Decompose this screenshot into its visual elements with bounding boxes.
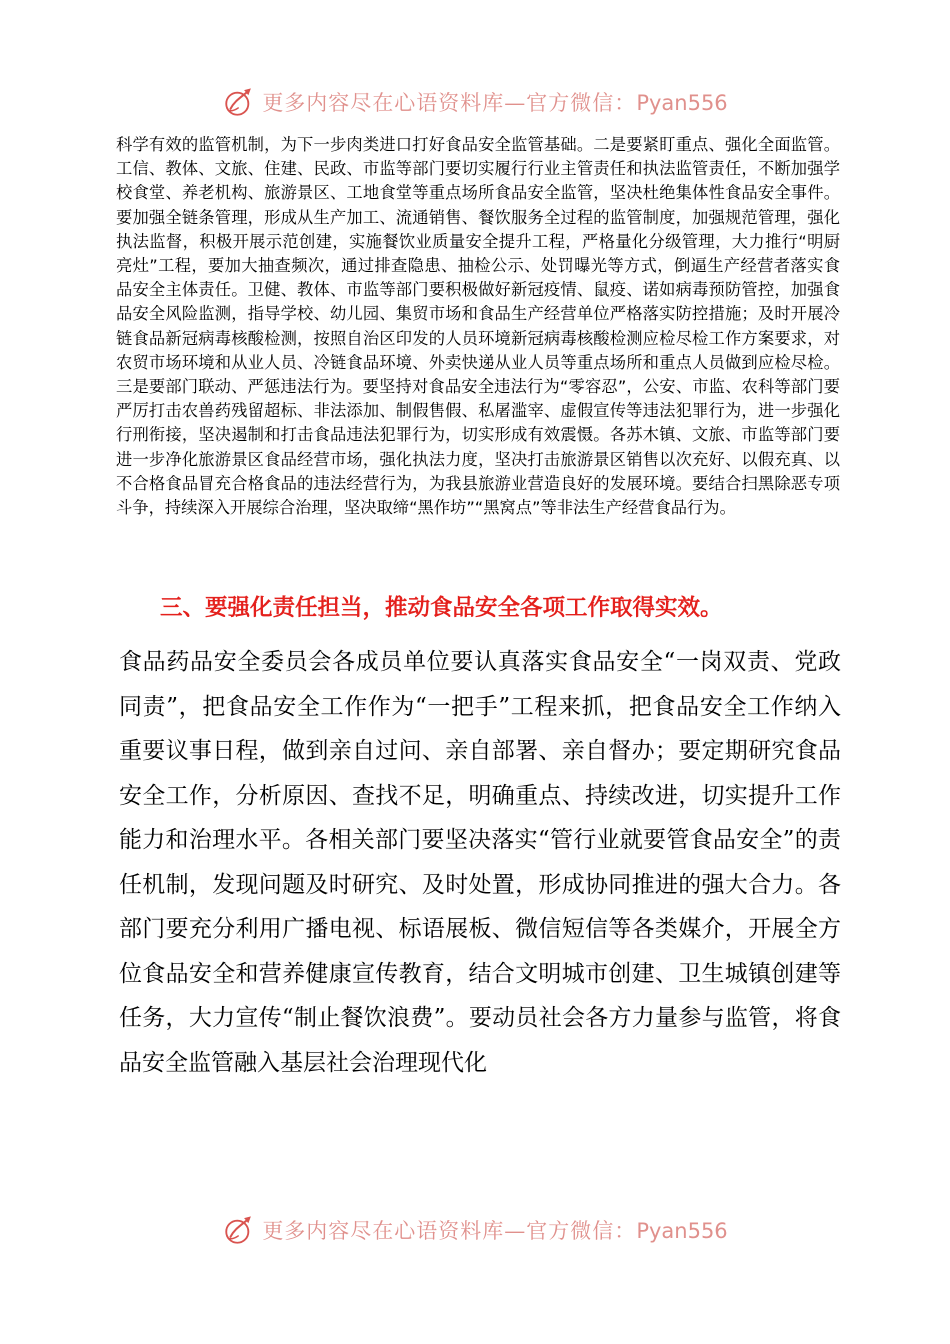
pen-writing-logo-icon [222, 85, 256, 119]
section-three-paragraph: 食品药品安全委员会各成员单位要认真落实食品安全“一岗双责、党政同责”，把食品安全工作作为“一把手”工程来抓，把食品安全工作纳入重要议事日程，做到亲自过问、亲自部署、亲自督办；要定期研究食品安全工作，分析原因、查找不足，明确重点、持续改进，切实提升工作能力和治理水平。各相关部门要坚决落实“管行业就要管食品安全”的责任机制，发现问题及时研究、及时处置，形成协同推进的强大合力。各部门要充分利用广播电视、标语展板、微信短信等各类媒介，开展全方位食品安全和营养健康宣传教育，结合文明城市创建、卫生城镇创建等任务，大力宣传“制止餐饮浪费”。要动员社会各方力量参与监管，将食品安全监管融入基层社会治理现代化 [119, 649, 841, 1076]
pen-writing-logo-icon [222, 1213, 256, 1247]
footer-watermark [0, 1210, 950, 1250]
watermark-wechat-id: Pyan556 [636, 91, 728, 115]
watermark-text [262, 1215, 727, 1245]
section-three-heading: 三、要强化责任担当，推动食品安全各项工作取得实效。 [160, 595, 723, 621]
watermark-label: 更多内容尽在心语资料库—官方微信： [262, 1219, 637, 1243]
header-watermark [0, 82, 950, 122]
watermark-wechat-id: Pyan556 [636, 1219, 728, 1243]
watermark-text [262, 87, 727, 117]
watermark-label: 更多内容尽在心语资料库—官方微信： [262, 91, 637, 115]
section-two-paragraph: 科学有效的监管机制，为下一步肉类进口打好食品安全监管基础。二是要紧盯重点、强化全面监管。工信、教体、文旅、住建、民政、市监等部门要切实履行行业主管责任和执法监管责任，不断加强学校食堂、养老机构、旅游景区、工地食堂等重点场所食品安全监管，坚决杜绝集体性食品安全事件。要加强全链条管理，形成从生产加工、流通销售、餐饮服务全过程的监管制度，加强规范管理，强化执法监督，积极开展示范创建，实施餐饮业质量安全提升工程，严格量化分级管理，大力推行“明厨亮灶”工程，要加大抽查频次，通过排查隐患、抽检公示、处罚曝光等方式，倒逼生产经营者落实食品安全主体责任。卫健、教体、市监等部门要积极做好新冠疫情、鼠疫、诺如病毒预防管控，加强食品安全风险监测，指导学校、幼儿园、集贸市场和食品生产经营单位严格落实防控措施；及时开展冷链食品新冠病毒核酸检测，按照自治区印发的人员环境新冠病毒核酸检测应检尽检工作方案要求，对农贸市场环境和从业人员、冷链食品环境、外卖快递从业人员等重点场所和重点人员做到应检尽检。三是要部门联动、严惩违法行为。要坚持对食品安全违法行为“零容忍”，公安、市监、农科等部门要严厉打击农兽药残留超标、非法添加、制假售假、私屠滥宰、虚假宣传等违法犯罪行为，进一步强化行刑衔接，坚决遏制和打击食品违法犯罪行为，切实形成有效震慑。各苏木镇、文旅、市监等部门要进一步净化旅游景区食品经营市场，强化执法力度，坚决打击旅游景区销售以次充好、以假充真、以不合格食品冒充合格食品的违法经营行为，为我县旅游业营造良好的发展环境。要结合扫黑除恶专项斗争，持续深入开展综合治理，坚决取缔“黑作坊”“黑窝点”等非法生产经营食品行为。 [116, 135, 840, 518]
